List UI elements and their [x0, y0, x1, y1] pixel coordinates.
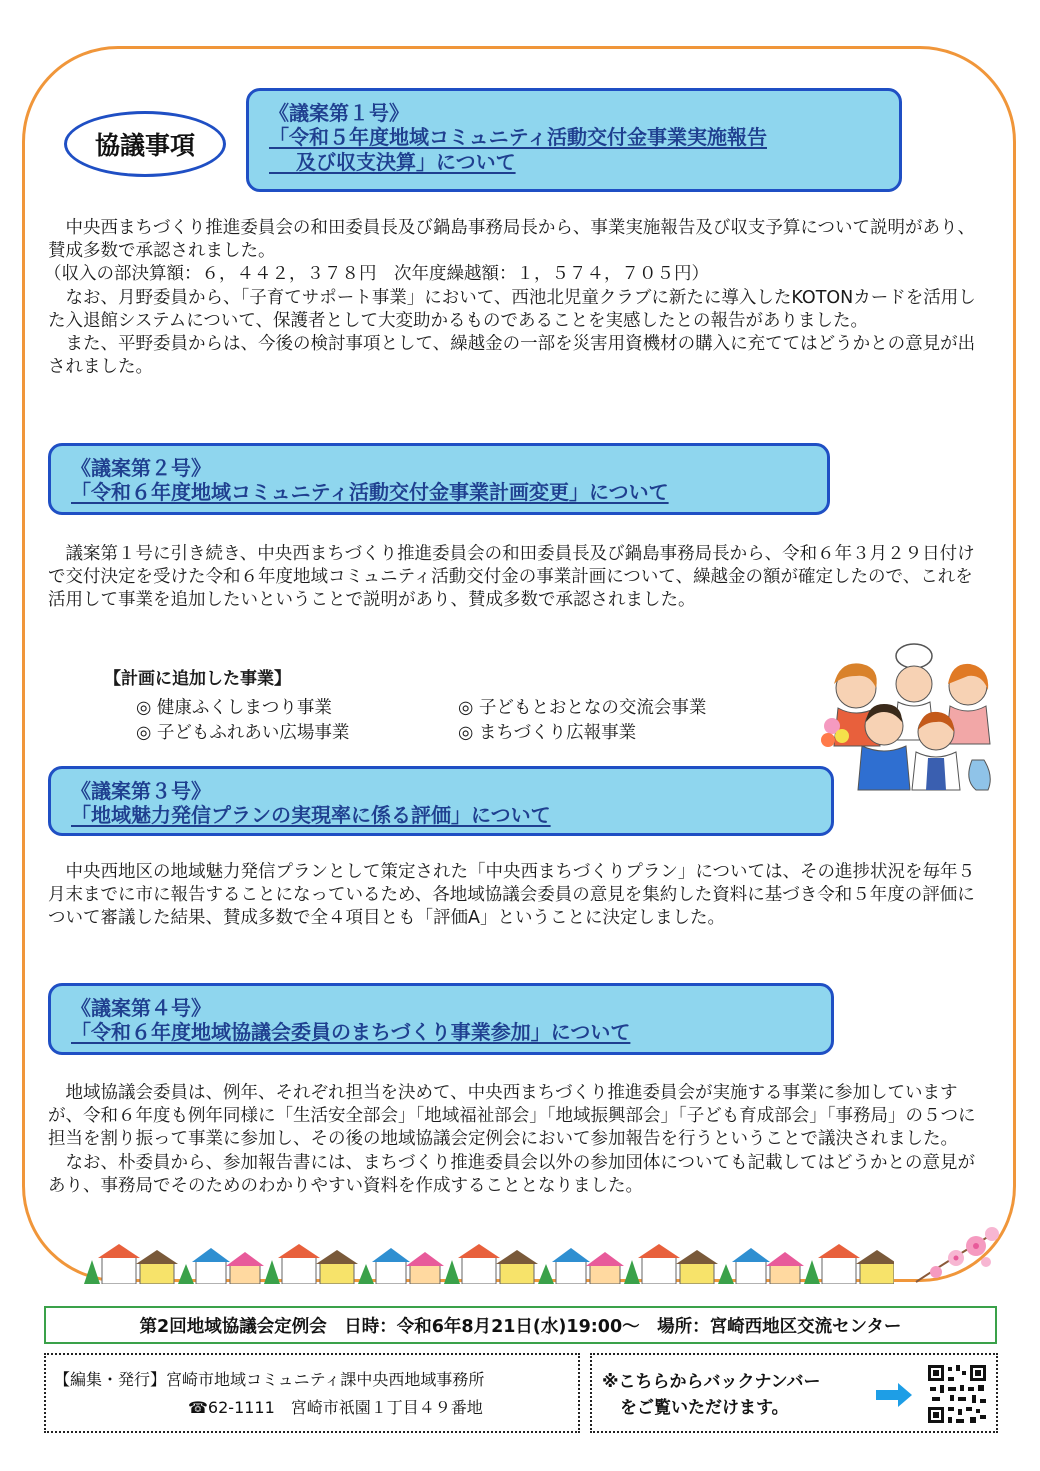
- backnumber-box[interactable]: [590, 1353, 998, 1433]
- publisher-line1: 【編集・発行】宮崎市地域コミュニティ課中央西地域事務所: [54, 1370, 485, 1389]
- agenda-4-header: [48, 983, 834, 1055]
- agenda-4-number: 《議案第４号》: [71, 996, 211, 1020]
- agenda-1-paragraph: 中央西まちづくり推進委員会の和田委員長及び鍋島事務局長から、事業実施報告及び収支予算について説明があり、賛成多数で承認されました。: [48, 218, 975, 262]
- arrow-right-icon: [874, 1381, 914, 1409]
- agenda-1-paragraph: なお、月野委員から、「子育てサポート事業」において、西池北児童クラブに新たに導入したKOTONカードを活用した入退館システムについて、保護者として大変助かるものであることを実感したとの報告がありました。: [48, 287, 976, 331]
- agenda-2-body: [48, 543, 980, 613]
- agenda-1-title-line1: 「令和５年度地域コミュニティ活動交付金事業実施報告: [269, 125, 767, 149]
- agenda-2-title: 「令和６年度地域コミュニティ活動交付金事業計画変更」について: [71, 480, 669, 504]
- agenda-4-paragraph: 地域協議会委員は、例年、それぞれ担当を決めて、中央西まちづくり推進委員会が実施する事業に参加していますが、令和６年度も例年同様に「生活安全部会」「地域福祉部会」「地域振興部会」「子ども育成部会」「事務局」の５つに担当を割り振って事業に参加し、その後の地域協議会定例会において参加報告を行うということで議決されました。: [48, 1083, 976, 1150]
- added-project-item: ◎ 健康ふくしまつり事業: [136, 698, 332, 718]
- agenda-1-paragraph: また、平野委員からは、今後の検討事項として、繰越金の一部を災害用資機材の購入に充ててはどうかとの意見が出されました。: [48, 334, 976, 378]
- added-project-item: ◎ 子どもふれあい広場事業: [136, 723, 350, 743]
- agenda-4-title: 「令和６年度地域協議会委員のまちづくり事業参加」について: [71, 1020, 631, 1044]
- publisher-box: [44, 1353, 580, 1433]
- agenda-1-amounts: （収入の部決算額：６，４４２，３７８円 次年度繰越額：１，５７４，７０５円）: [44, 264, 709, 285]
- agenda-4-paragraph: なお、朴委員から、参加報告書には、まちづくり推進委員会以外の参加団体についても記載してはどうかとの意見があり、事務局でそのためのわかりやすい資料を作成することとなりました。: [48, 1152, 975, 1196]
- agenda-1-body: [44, 217, 980, 379]
- flowers-illustration: [906, 1222, 1006, 1286]
- section-label: 協議事項: [64, 111, 226, 177]
- agenda-1-title-line2: 及び収支決算」について: [269, 150, 516, 174]
- agenda-2-number: 《議案第２号》: [71, 456, 211, 480]
- agenda-3-paragraph: 中央西地区の地域魅力発信プランとして策定された「中央西まちづくりプラン」については、その進捗状況を毎年５月末までに市に報告することになっているため、各地域協議会委員の意見を集約した資料に基づき令和５年度の評価について審議した結果、賛成多数で全４項目とも「評価A」ということに決定しました。: [48, 862, 975, 929]
- houses-illustration: [84, 1240, 894, 1284]
- publisher-line2: ☎62-1111 宮崎市祇園１丁目４９番地: [188, 1398, 483, 1417]
- agenda-2-paragraph: 議案第１号に引き続き、中央西まちづくり推進委員会の和田委員長及び鍋島事務局長から、令和６年３月２９日付けで交付決定を受けた令和６年度地域コミュニティ活動交付金の事業計画について、繰越金の額が確定したので、これを活用して事業を追加したいということで説明があり、賛成多数で承認されました。: [48, 544, 975, 611]
- qr-code[interactable]: [926, 1363, 988, 1425]
- agenda-1-header: [246, 88, 902, 192]
- agenda-4-body: [48, 1082, 980, 1198]
- added-project-item: ◎ まちづくり広報事業: [458, 723, 637, 743]
- meeting-notice: 第2回地域協議会定例会 日時：令和6年8月21日(水)19:00～ 場所：宮崎西地区交流センター: [44, 1306, 997, 1344]
- agenda-3-title: 「地域魅力発信プランの実現率に係る評価」について: [71, 803, 551, 827]
- agenda-3-number: 《議案第３号》: [71, 779, 211, 803]
- agenda-3-body: [48, 861, 980, 931]
- agenda-2-header: [48, 443, 830, 515]
- added-projects-title: 【計画に追加した事業】: [104, 669, 291, 689]
- agenda-3-header: [48, 766, 834, 836]
- people-illustration: [818, 640, 996, 792]
- agenda-1-number: 《議案第１号》: [269, 101, 409, 125]
- added-project-item: ◎ 子どもとおとなの交流会事業: [458, 698, 707, 718]
- backnumber-line1: ※こちらからバックナンバー: [602, 1372, 821, 1392]
- backnumber-line2: をご覧いただけます。: [620, 1398, 789, 1418]
